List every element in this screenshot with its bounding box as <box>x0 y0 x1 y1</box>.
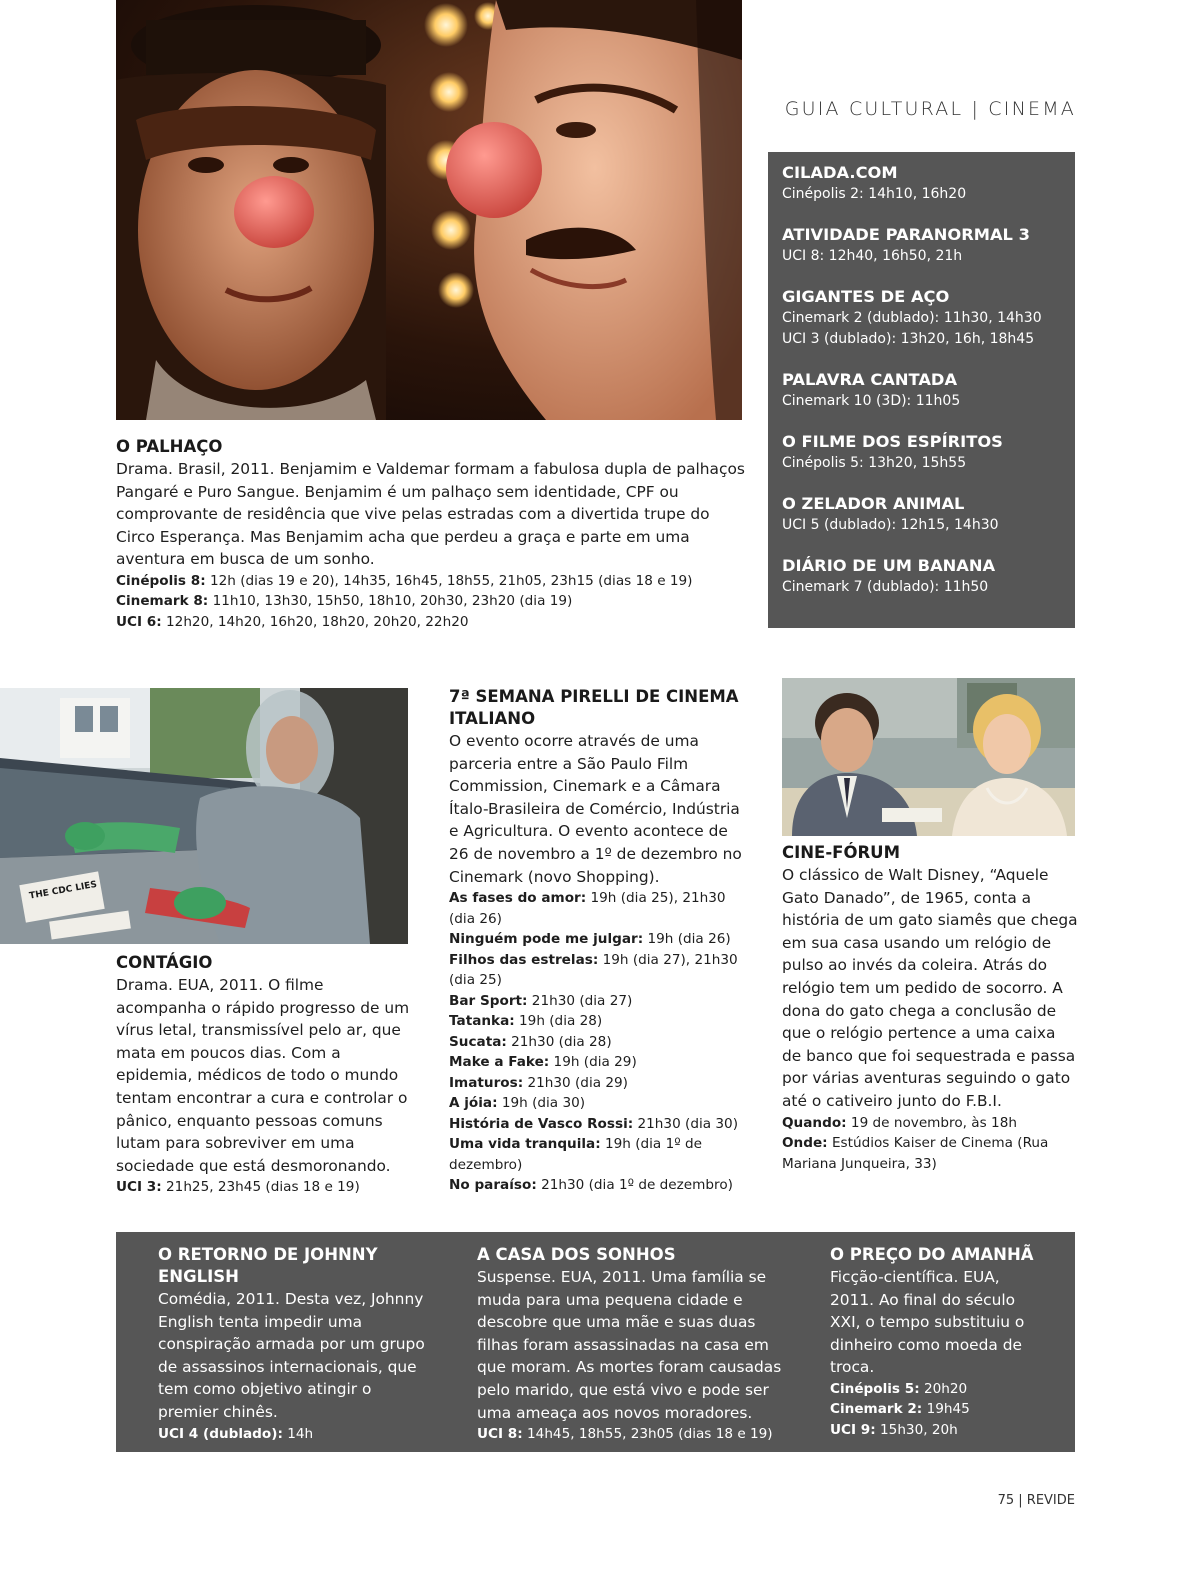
preco-description: Ficção-científica. EUA, 2011. Ao final do século XXI, o tempo substituiu o dinheiro como moeda de troca. <box>830 1268 1025 1377</box>
palhaco-article <box>116 436 746 632</box>
list-item: Make a Fake: 19h (dia 29) <box>449 1054 637 1071</box>
cineforum-title: CINE-FÓRUM <box>782 843 900 862</box>
showtime-line: Cinépolis 5: 20h20 <box>830 1380 968 1397</box>
cineforum-article <box>782 842 1078 1174</box>
event-when: Quando: 19 de novembro, às 18h <box>782 1114 1017 1131</box>
sidebar-film: O FILME DOS ESPÍRITOS Cinépolis 5: 13h20, 15h55 <box>782 432 1003 471</box>
sidebar-film: PALAVRA CANTADA Cinemark 10 (3D): 11h05 <box>782 370 961 409</box>
showtime-line: Cinépolis 8: 12h (dias 19 e 20), 14h35, 16h45, 18h55, 21h05, 23h15 (dias 18 e 19) <box>116 572 693 589</box>
list-item: As fases do amor: 19h (dia 25), 21h30 (dia 26) <box>449 890 726 927</box>
showtime-line: UCI 9: 15h30, 20h <box>830 1421 958 1438</box>
johnny-showtimes <box>158 1424 428 1445</box>
pirelli-title: 7ª SEMANA PIRELLI DE CINEMA ITALIANO <box>449 687 739 728</box>
cineforum-photo <box>782 678 1075 836</box>
showtime-line: UCI 3: 21h25, 23h45 (dias 18 e 19) <box>116 1179 360 1196</box>
preco-showtimes <box>830 1379 1040 1441</box>
pirelli-film-list <box>449 888 749 1196</box>
johnny-title: O RETORNO DE JOHNNY ENGLISH <box>158 1245 378 1286</box>
list-item: Filhos das estrelas: 19h (dia 27), 21h30 (dia 25) <box>449 951 738 989</box>
showtimes-sidebar <box>768 152 1075 628</box>
johnny-article <box>158 1244 428 1444</box>
showtime-line: UCI 4 (dublado): 14h <box>158 1425 314 1442</box>
bottom-films-box <box>116 1232 1075 1452</box>
showtime-line: Cinemark 8: 11h10, 13h30, 15h50, 18h10, 20h30, 23h20 (dia 19) <box>116 593 573 610</box>
list-item: Sucata: 21h30 (dia 28) <box>449 1033 612 1050</box>
list-item: Ninguém pode me julgar: 19h (dia 26) <box>449 931 731 948</box>
section-header: GUIA CULTURAL | CINEMA <box>784 98 1076 120</box>
page-number: 75 | REVIDE <box>997 1493 1075 1508</box>
list-item: Imaturos: 21h30 (dia 29) <box>449 1074 628 1091</box>
sidebar-film: CILADA.COM Cinépolis 2: 14h10, 16h20 <box>782 163 967 202</box>
contagio-showtimes <box>116 1177 416 1198</box>
list-item: Uma vida tranquila: 19h (dia 1º de dezembro) <box>449 1136 702 1173</box>
sign-text: THE CDC LIES <box>28 879 98 902</box>
casa-description: Suspense. EUA, 2011. Uma família se muda para uma pequena cidade e descobre que uma mãe e suas duas filhas foram assassinadas na casa em que moram. As mortes foram causadas pelo marido, que está vivo e pode ser uma ameaça aos novos moradores. <box>477 1268 782 1422</box>
list-item: No paraíso: 21h30 (dia 1º de dezembro) <box>449 1177 733 1194</box>
preco-article <box>830 1244 1040 1440</box>
contagio-photo <box>0 688 408 944</box>
sidebar-film: GIGANTES DE AÇO Cinemark 2 (dublado): 11h30, 14h30 UCI 3 (dublado): 13h20, 16h, 18h45 <box>782 287 1042 347</box>
casa-showtimes <box>477 1424 795 1445</box>
list-item: Bar Sport: 21h30 (dia 27) <box>449 992 633 1009</box>
johnny-description: Comédia, 2011. Desta vez, Johnny English tenta impedir uma conspiração armada por um grupo de assassinos internacionais, que tem como objetivo atingir o premier chinês. <box>158 1290 425 1421</box>
showtime-line: UCI 6: 12h20, 14h20, 16h20, 18h20, 20h20, 22h20 <box>116 613 469 630</box>
showtime-line: Cinemark 2: 19h45 <box>830 1401 970 1418</box>
event-where: Onde: Estúdios Kaiser de Cinema (Rua Mariana Junqueira, 33) <box>782 1135 1049 1172</box>
sidebar-film: DIÁRIO DE UM BANANA Cinemark 7 (dublado): 11h50 <box>782 556 996 595</box>
palhaco-showtimes <box>116 571 746 633</box>
palhaco-description: Drama. Brasil, 2011. Benjamim e Valdemar formam a fabulosa dupla de palhaços Pangaré e Puro Sangue. Benjamim é um palhaço sem identidade, CPF ou comprovante de residência que vive pelas estradas com a divertida trupe do Circo Esperança. Mas Benjamim acha que perdeu a graça e parte em uma aventura em busca de um sonho. <box>116 460 745 569</box>
casa-title: A CASA DOS SONHOS <box>477 1245 676 1264</box>
list-item: A jóia: 19h (dia 30) <box>449 1095 586 1112</box>
contagio-title: CONTÁGIO <box>116 953 213 972</box>
sidebar-film: O ZELADOR ANIMAL UCI 5 (dublado): 12h15, 14h30 <box>782 494 999 533</box>
pirelli-description: O evento ocorre através de uma parceria entre a São Paulo Film Commission, Cinemark e a Câmara Ítalo-Brasileira de Comércio, Indústria e Agricultura. O evento acontece de 26 de novembro a 1º de dezembro no Cinemark (novo Shopping). <box>449 732 742 886</box>
palhaco-photo <box>116 0 742 420</box>
contagio-description: Drama. EUA, 2011. O filme acompanha o rápido progresso de um vírus letal, transmissível pelo ar, que mata em poucos dias. Com a epidemia, médicos de todo o mundo tentam encontrar a cura e controlar o pânico, enquanto pessoas comuns lutam para sobreviver em uma sociedade que está desmoronando. <box>116 976 410 1175</box>
showtime-line: UCI 8: 14h45, 18h55, 23h05 (dias 18 e 19) <box>477 1426 773 1443</box>
preco-title: O PREÇO DO AMANHÃ <box>830 1245 1034 1264</box>
cineforum-details <box>782 1113 1078 1175</box>
list-item: História de Vasco Rossi: 21h30 (dia 30) <box>449 1115 739 1132</box>
list-item: Tatanka: 19h (dia 28) <box>449 1013 603 1030</box>
sidebar-film: ATIVIDADE PARANORMAL 3 UCI 8: 12h40, 16h50, 21h <box>782 225 1030 264</box>
cineforum-description: O clássico de Walt Disney, “Aquele Gato Danado”, de 1965, conta a história de um gato siamês que chega em sua casa usando um relógio de pulso ao invés da coleira. Atrás do relógio tem um pedido de socorro. A dona do gato chega a conclusão de que o relógio pertence a uma caixa de banco que foi sequestrada e passa por várias aventuras seguindo o gato até o cativeiro junto do F.B.I. <box>782 866 1078 1110</box>
pirelli-article <box>449 686 749 1196</box>
palhaco-title: O PALHAÇO <box>116 437 223 456</box>
contagio-article <box>116 952 416 1198</box>
casa-article <box>477 1244 795 1445</box>
